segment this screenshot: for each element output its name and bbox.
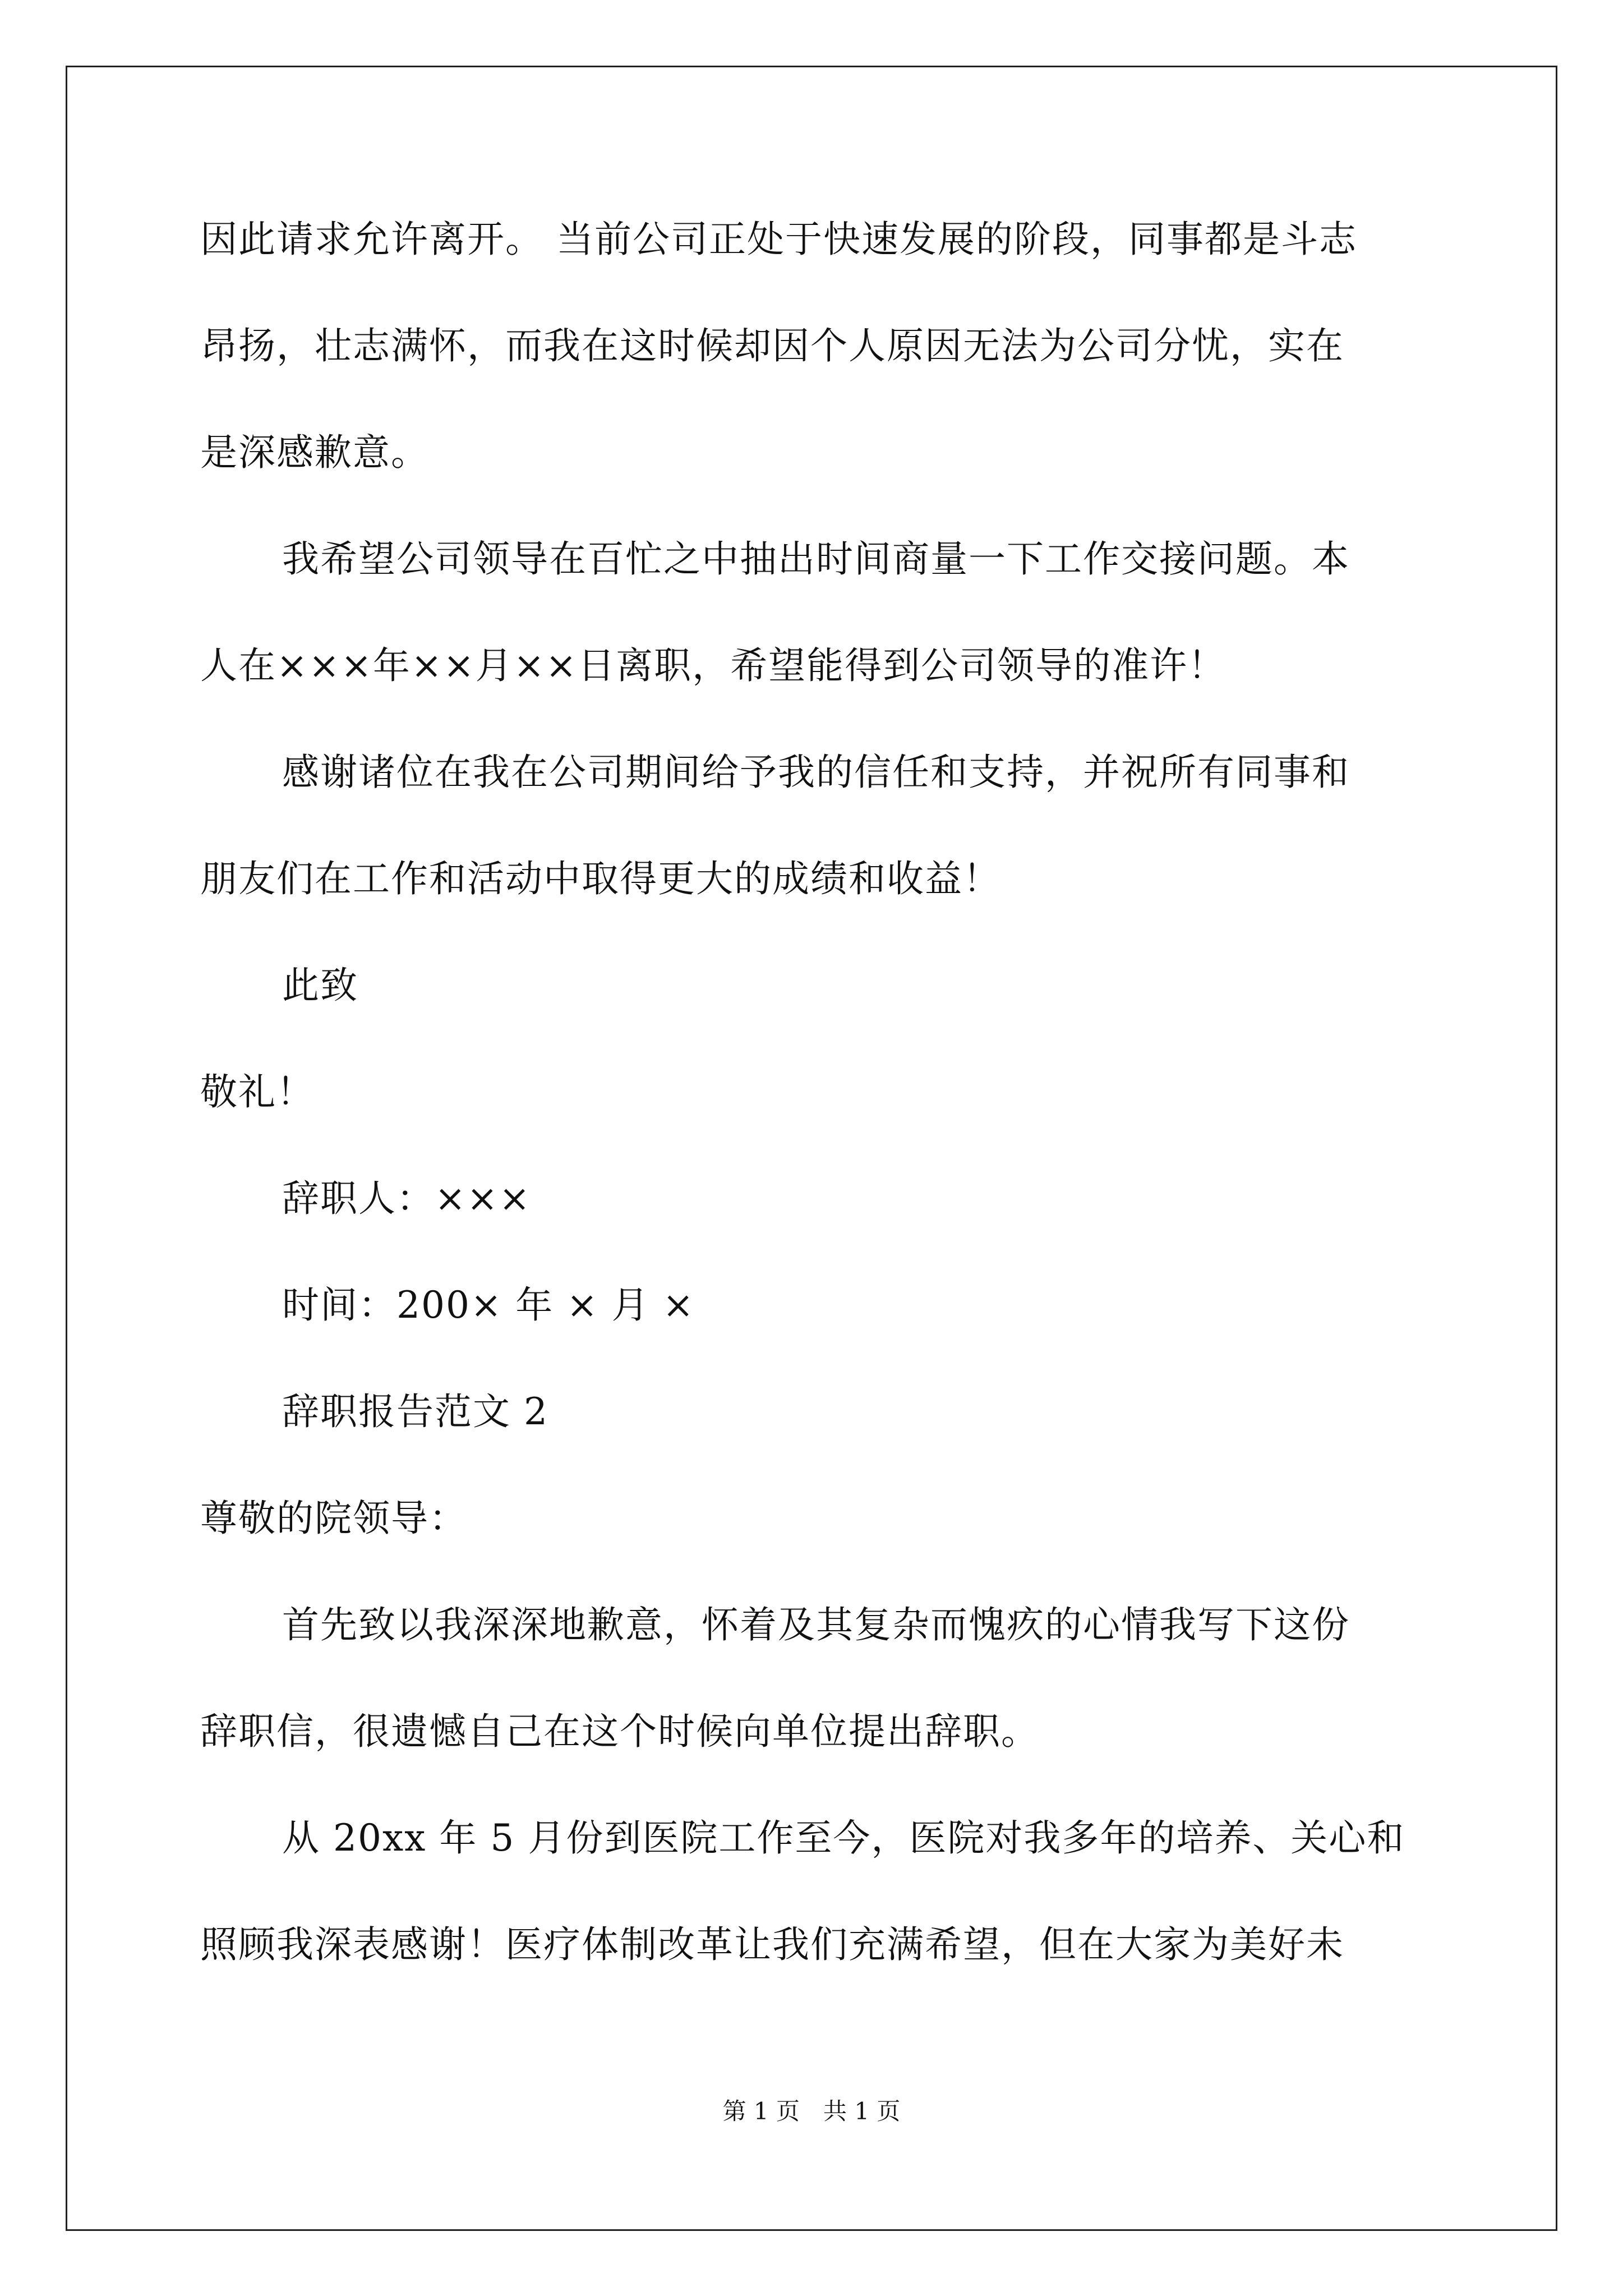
section-title: 辞职报告范文 2 — [282, 1390, 548, 1433]
text-line: 昂扬，壮志满怀，而我在这时候却因个人原因无法为公司分忧，实在 — [200, 324, 1344, 367]
date-line: 时间：200× 年 × 月 × — [282, 1283, 695, 1327]
text-line: 我希望公司领导在百忙之中抽出时间商量一下工作交接问题。本 — [282, 537, 1350, 581]
text-line: 首先致以我深深地歉意，怀着及其复杂而愧疚的心情我写下这份 — [282, 1603, 1350, 1646]
page-footer: 第 1 页 共 1 页 — [722, 2097, 901, 2125]
text-line: 辞职信，很遗憾自己在这个时候向单位提出辞职。 — [200, 1710, 1039, 1753]
text-line: 因此请求允许离开。 当前公司正处于快速发展的阶段，同事都是斗志 — [200, 218, 1357, 261]
salutation-text: 此致 — [282, 964, 358, 1007]
signatory-line: 辞职人：××× — [282, 1177, 531, 1220]
text-line: 照顾我深表感谢！医疗体制改革让我们充满希望，但在大家为美好未 — [200, 1923, 1344, 1966]
text-line: 从 20xx 年 5 月份到医院工作至今，医院对我多年的培养、关心和 — [282, 1816, 1405, 1860]
closing-text: 敬礼！ — [200, 1070, 315, 1114]
text-line: 是深感歉意。 — [200, 431, 429, 474]
text-line: 朋友们在工作和活动中取得更大的成绩和收益！ — [200, 857, 1001, 900]
addressee-line: 尊敬的院领导： — [200, 1497, 467, 1540]
page-border — [66, 66, 1557, 2231]
text-line: 感谢诸位在我在公司期间给予我的信任和支持，并祝所有同事和 — [282, 751, 1350, 794]
text-line: 人在×××年××月××日离职，希望能得到公司领导的准许！ — [200, 644, 1227, 687]
